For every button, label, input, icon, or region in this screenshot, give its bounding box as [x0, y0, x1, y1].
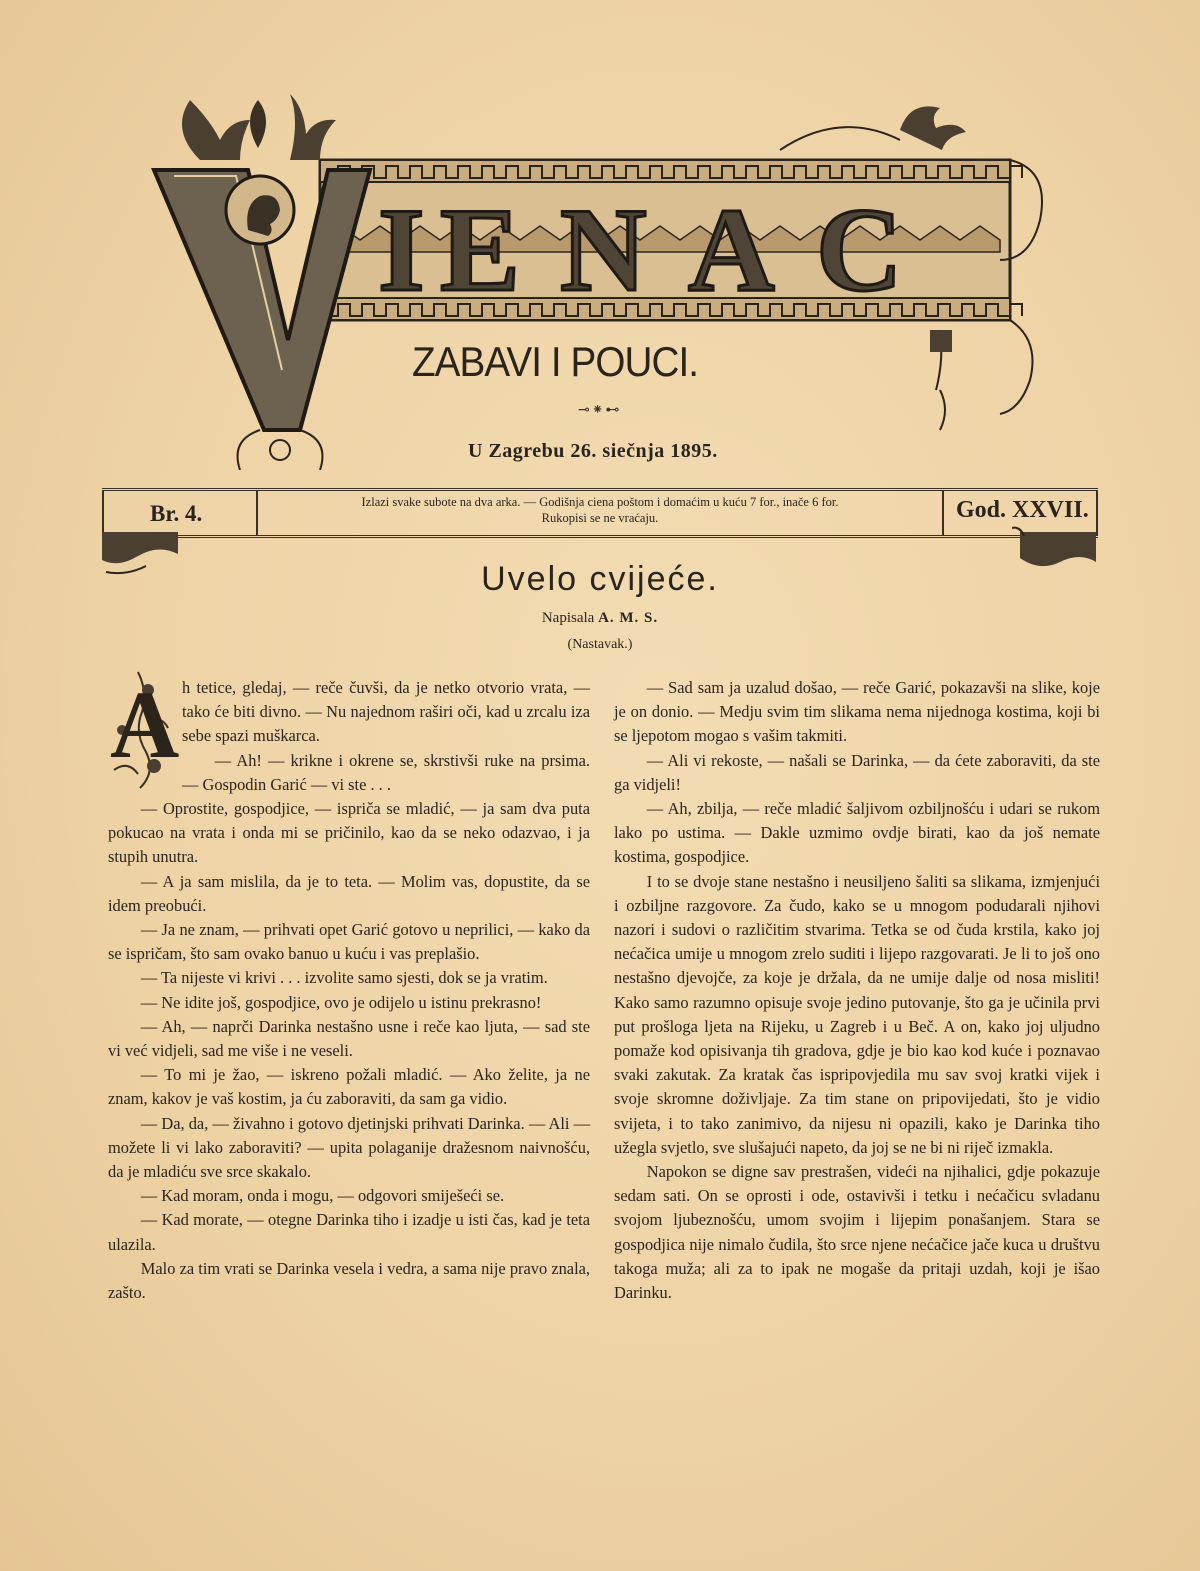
paragraph: h tetice, gledaj, — reče čuvši, da je netko otvorio vrata, — tako će biti divno. — Nu najednom raširi oči, kad u zrcalu iza sebe spazi muškarca.	[182, 678, 590, 746]
issue-info-bar	[102, 488, 1098, 538]
paragraph: — Kad morate, — otegne Darinka tiho i izadje u isti čas, kad je teta ulazila.	[108, 1210, 590, 1254]
paragraph: — Ne idite još, gospodjice, ovo je odijelo u istinu prekrasno!	[140, 992, 542, 1012]
continued-label: (Nastavak.)	[567, 637, 633, 652]
article-column-left	[108, 671, 590, 1305]
issue-number-cell	[102, 491, 258, 535]
paragraph: I to se dvoje stane nestašno i neusiljeno šaliti sa slikama, izmjenjući i ozbiljne razgovore. Za čudo, kako se u mnogom podudarali njihovi nazori i sudovi o različitim stvarima. Tetka se od čuda krstila, kako joj nećačica umije u mnogom zrelo suditi i lijepo razgovarati. Je li to još ono nestašno djevojče, za koje je držala, da ne umije dalje od nosa misliti! Kako samo razumno opisuje svoje jedino putovanje, što ga je učinila prvi put prošloga ljeta na Rijeku, u Zagreb i u Beč. A on, kako joj uljudno pomaže kod opisivanja tih gradova, gdje je bio kao kod kuće i poznavao svaki zakutak. Za kratak čas ispripovjedila mu sav svoj kratki vijek i svoje skromne doživljaje. Za tim stane on pripovijedati, što je vidio svijeta, i to tako zanimivo, da nijesu ni opazili, kako je Darinka tiho užegla svjetlo, sve slušajući napeto, da joj se ne bi ni riječ izmakla.	[614, 871, 1100, 1157]
masthead-subtitle: ZABAVI I POUCI.	[412, 338, 699, 385]
svg-text:I: I	[378, 183, 425, 316]
byline-prefix: Napisala	[541, 610, 595, 626]
paragraph: — Ja ne znam, — prihvati opet Garić gotovo u neprilici, — kako da se ispričam, što sam ovako banuo u kuću i vas preplašio.	[108, 920, 590, 964]
paragraph: — Da, da, — živahno i gotovo djetinjski prihvati Darinka. — Ali — možete li vi lako zaboraviti? — upita polaganije dražesnom naivnošću, da je mladiću sve srce skakalo.	[108, 1113, 590, 1182]
paragraph: — Sad sam ja uzalud došao, — reče Garić, pokazavši na slike, koje je on donio. — Medju svim tim slikama nema nijednoga kostima, koji bi se ljepotom mogao s vašim takmiti.	[614, 678, 1100, 746]
article-column-right	[614, 676, 1100, 1305]
notice-line-1: Izlazi svake subote na dva arka. — Godišnja ciena poštom i domaćim u kuću 7 for., inače 6 for.	[361, 495, 839, 509]
paragraph: — Ali vi rekoste, — našali se Darinka, — da ćete zaboraviti, da ste ga vidjeli!	[614, 750, 1100, 794]
drop-cap-initial	[108, 670, 180, 792]
issue-number: Br. 4.	[150, 501, 203, 526]
paragraph: — Ah, zbilja, — reče mladić šaljivom ozbiljnošću i udari se rukom lako po ustima. — Dakle uzmimo ovdje birati, kao da još nemate kostima, gospodjice.	[614, 799, 1100, 867]
svg-text:C: C	[816, 183, 903, 316]
drop-cap-letter: A	[110, 671, 180, 778]
paragraph: — Ah! — krikne i okrene se, skrstivši ruke na prsima. — Gospodin Garić — vi ste . . .	[182, 750, 590, 794]
scroll-ornament-left	[102, 532, 182, 576]
volume-year: God. XXVII.	[956, 497, 1089, 523]
svg-text:A: A	[688, 183, 775, 316]
paragraph: — A ja sam mislila, da je to teta. — Molim vas, dopustite, da se idem preobući.	[108, 871, 590, 915]
article-title: Uvelo cvijeće.	[481, 560, 719, 598]
column-divider	[601, 676, 602, 1456]
subscription-notice	[262, 494, 938, 526]
svg-text:N: N	[560, 183, 647, 316]
svg-text:E: E	[440, 183, 521, 316]
dateline: U Zagrebu 26. siečnja 1895.	[468, 440, 718, 462]
paragraph: Malo za tim vrati se Darinka vesela i vedra, a sama nije pravo znala, zašto.	[108, 1258, 590, 1303]
byline	[400, 610, 800, 627]
paragraph: — To mi je žao, — iskreno požali mladić. — Ako želite, ja ne znam, kakov je vaš kostim, ja ću zaboraviti, da sam ga vidio.	[108, 1065, 590, 1109]
divider-ornament: ⊸⁕⊷	[578, 403, 622, 418]
paragraph: — Ta nijeste vi krivi . . . izvolite samo sjesti, dok se ja vratim.	[140, 968, 548, 988]
paragraph: — Kad moram, onda i mogu, — odgovori smiješeći se.	[140, 1186, 505, 1206]
notice-line-2: Rukopisi se ne vraćaju.	[541, 511, 659, 525]
paragraph: — Oprostite, gospodjice, — ispriča se mladić, — ja sam dva puta pokucao na vrata i onda mi se pričinilo, kao da se neko odazvao, i ja stupih unutra.	[108, 799, 590, 867]
scroll-ornament-right	[1012, 526, 1098, 570]
paragraph: — Ah, — naprči Darinka nestašno usne i reče kao ljuta, — sad ste vi već vidjeli, sad me više i ne veseli.	[108, 1016, 590, 1061]
byline-author: A. M. S.	[598, 610, 659, 626]
paragraph: Napokon se digne sav prestrašen, videći na njihalici, gdje pokazuje sedam sati. On se oprosti i ode, ostavivši i tetku i nećačicu svladanu svojom ljubeznošću, umom svojim i lijepim ponašanjem. Stara se gospodjica nije nimalo čudila, što srce njene nećačice jače kuca u društvu takoga muža; ali za to ipak ne mogaše da pritaji uzdah, koji je išao Darinku.	[614, 1162, 1100, 1303]
